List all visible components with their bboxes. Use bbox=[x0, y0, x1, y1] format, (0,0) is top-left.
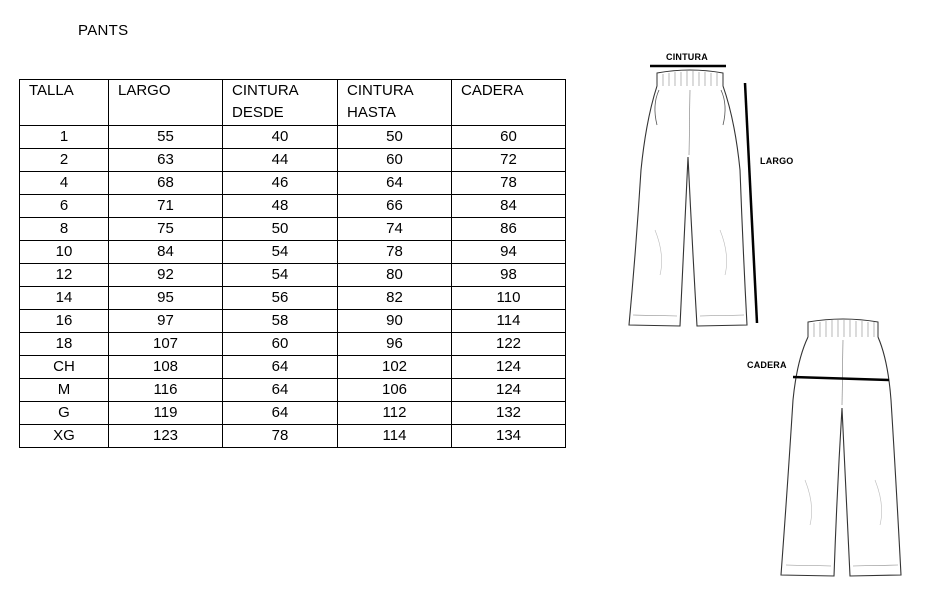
cell-talla: 8 bbox=[20, 218, 109, 241]
cell-largo: 97 bbox=[109, 310, 223, 333]
cell-talla: G bbox=[20, 402, 109, 425]
cell-talla: 4 bbox=[20, 172, 109, 195]
cell-cintura-desde: 60 bbox=[223, 333, 338, 356]
cell-largo: 116 bbox=[109, 379, 223, 402]
cell-talla: 2 bbox=[20, 149, 109, 172]
cell-cadera: 124 bbox=[452, 379, 566, 402]
table-row bbox=[20, 149, 566, 172]
header-cadera: CADERA bbox=[452, 80, 566, 126]
cell-cintura-hasta: 82 bbox=[338, 287, 452, 310]
cell-cintura-hasta: 64 bbox=[338, 172, 452, 195]
cell-largo: 71 bbox=[109, 195, 223, 218]
cell-largo: 107 bbox=[109, 333, 223, 356]
cell-talla: CH bbox=[20, 356, 109, 379]
cell-cintura-hasta: 90 bbox=[338, 310, 452, 333]
page-title: PANTS bbox=[78, 22, 129, 39]
header-cintura-desde: CINTURA DESDE bbox=[223, 80, 338, 126]
cell-cintura-desde: 54 bbox=[223, 241, 338, 264]
table-row bbox=[20, 425, 566, 448]
cadera-label: CADERA bbox=[747, 360, 787, 370]
size-table bbox=[19, 79, 566, 448]
cell-cadera: 124 bbox=[452, 356, 566, 379]
cell-cintura-hasta: 96 bbox=[338, 333, 452, 356]
cell-cadera: 110 bbox=[452, 287, 566, 310]
cell-cintura-desde: 64 bbox=[223, 402, 338, 425]
table-row bbox=[20, 172, 566, 195]
cell-talla: 16 bbox=[20, 310, 109, 333]
cell-cintura-desde: 48 bbox=[223, 195, 338, 218]
header-largo: LARGO bbox=[109, 80, 223, 126]
cell-cintura-desde: 58 bbox=[223, 310, 338, 333]
cell-cadera: 60 bbox=[452, 126, 566, 149]
cell-cintura-hasta: 74 bbox=[338, 218, 452, 241]
cell-cadera: 78 bbox=[452, 172, 566, 195]
cell-cintura-desde: 46 bbox=[223, 172, 338, 195]
pants-front-diagram bbox=[620, 55, 770, 335]
cell-talla: XG bbox=[20, 425, 109, 448]
cell-cintura-hasta: 80 bbox=[338, 264, 452, 287]
cell-cadera: 84 bbox=[452, 195, 566, 218]
largo-label: LARGO bbox=[760, 156, 794, 166]
table-row bbox=[20, 241, 566, 264]
header-talla: TALLA bbox=[20, 80, 109, 126]
table-header-row bbox=[20, 80, 566, 126]
cell-largo: 119 bbox=[109, 402, 223, 425]
cell-largo: 55 bbox=[109, 126, 223, 149]
table-row bbox=[20, 310, 566, 333]
cell-largo: 84 bbox=[109, 241, 223, 264]
cell-cintura-desde: 78 bbox=[223, 425, 338, 448]
cell-cintura-desde: 50 bbox=[223, 218, 338, 241]
cell-cintura-desde: 44 bbox=[223, 149, 338, 172]
cell-cintura-hasta: 60 bbox=[338, 149, 452, 172]
cell-talla: M bbox=[20, 379, 109, 402]
table-row bbox=[20, 356, 566, 379]
cell-cadera: 98 bbox=[452, 264, 566, 287]
cell-cadera: 72 bbox=[452, 149, 566, 172]
cell-cadera: 134 bbox=[452, 425, 566, 448]
cell-cintura-hasta: 66 bbox=[338, 195, 452, 218]
header-cintura-hasta: CINTURA HASTA bbox=[338, 80, 452, 126]
cell-largo: 95 bbox=[109, 287, 223, 310]
largo-measure-line bbox=[745, 83, 757, 323]
cell-talla: 14 bbox=[20, 287, 109, 310]
table-row bbox=[20, 402, 566, 425]
cell-cintura-hasta: 112 bbox=[338, 402, 452, 425]
cell-cintura-hasta: 78 bbox=[338, 241, 452, 264]
cell-largo: 108 bbox=[109, 356, 223, 379]
cell-talla: 1 bbox=[20, 126, 109, 149]
cell-cintura-hasta: 50 bbox=[338, 126, 452, 149]
cell-largo: 75 bbox=[109, 218, 223, 241]
table-row bbox=[20, 126, 566, 149]
cell-cadera: 122 bbox=[452, 333, 566, 356]
cell-cadera: 114 bbox=[452, 310, 566, 333]
cell-cintura-desde: 54 bbox=[223, 264, 338, 287]
cell-cintura-desde: 64 bbox=[223, 379, 338, 402]
cell-cintura-desde: 40 bbox=[223, 126, 338, 149]
cell-largo: 68 bbox=[109, 172, 223, 195]
cell-talla: 6 bbox=[20, 195, 109, 218]
table-row bbox=[20, 218, 566, 241]
cell-cadera: 94 bbox=[452, 241, 566, 264]
table-row bbox=[20, 379, 566, 402]
pants-back-diagram bbox=[770, 315, 910, 585]
cell-talla: 18 bbox=[20, 333, 109, 356]
cell-cadera: 132 bbox=[452, 402, 566, 425]
cell-cintura-desde: 56 bbox=[223, 287, 338, 310]
cell-cintura-hasta: 102 bbox=[338, 356, 452, 379]
table-row bbox=[20, 264, 566, 287]
cell-cadera: 86 bbox=[452, 218, 566, 241]
table-row bbox=[20, 195, 566, 218]
table-row bbox=[20, 333, 566, 356]
cell-cintura-hasta: 106 bbox=[338, 379, 452, 402]
table-row bbox=[20, 287, 566, 310]
cell-talla: 12 bbox=[20, 264, 109, 287]
cell-largo: 63 bbox=[109, 149, 223, 172]
cintura-label: CINTURA bbox=[666, 52, 708, 62]
cell-cintura-hasta: 114 bbox=[338, 425, 452, 448]
cell-largo: 92 bbox=[109, 264, 223, 287]
cell-cintura-desde: 64 bbox=[223, 356, 338, 379]
cell-largo: 123 bbox=[109, 425, 223, 448]
cell-talla: 10 bbox=[20, 241, 109, 264]
